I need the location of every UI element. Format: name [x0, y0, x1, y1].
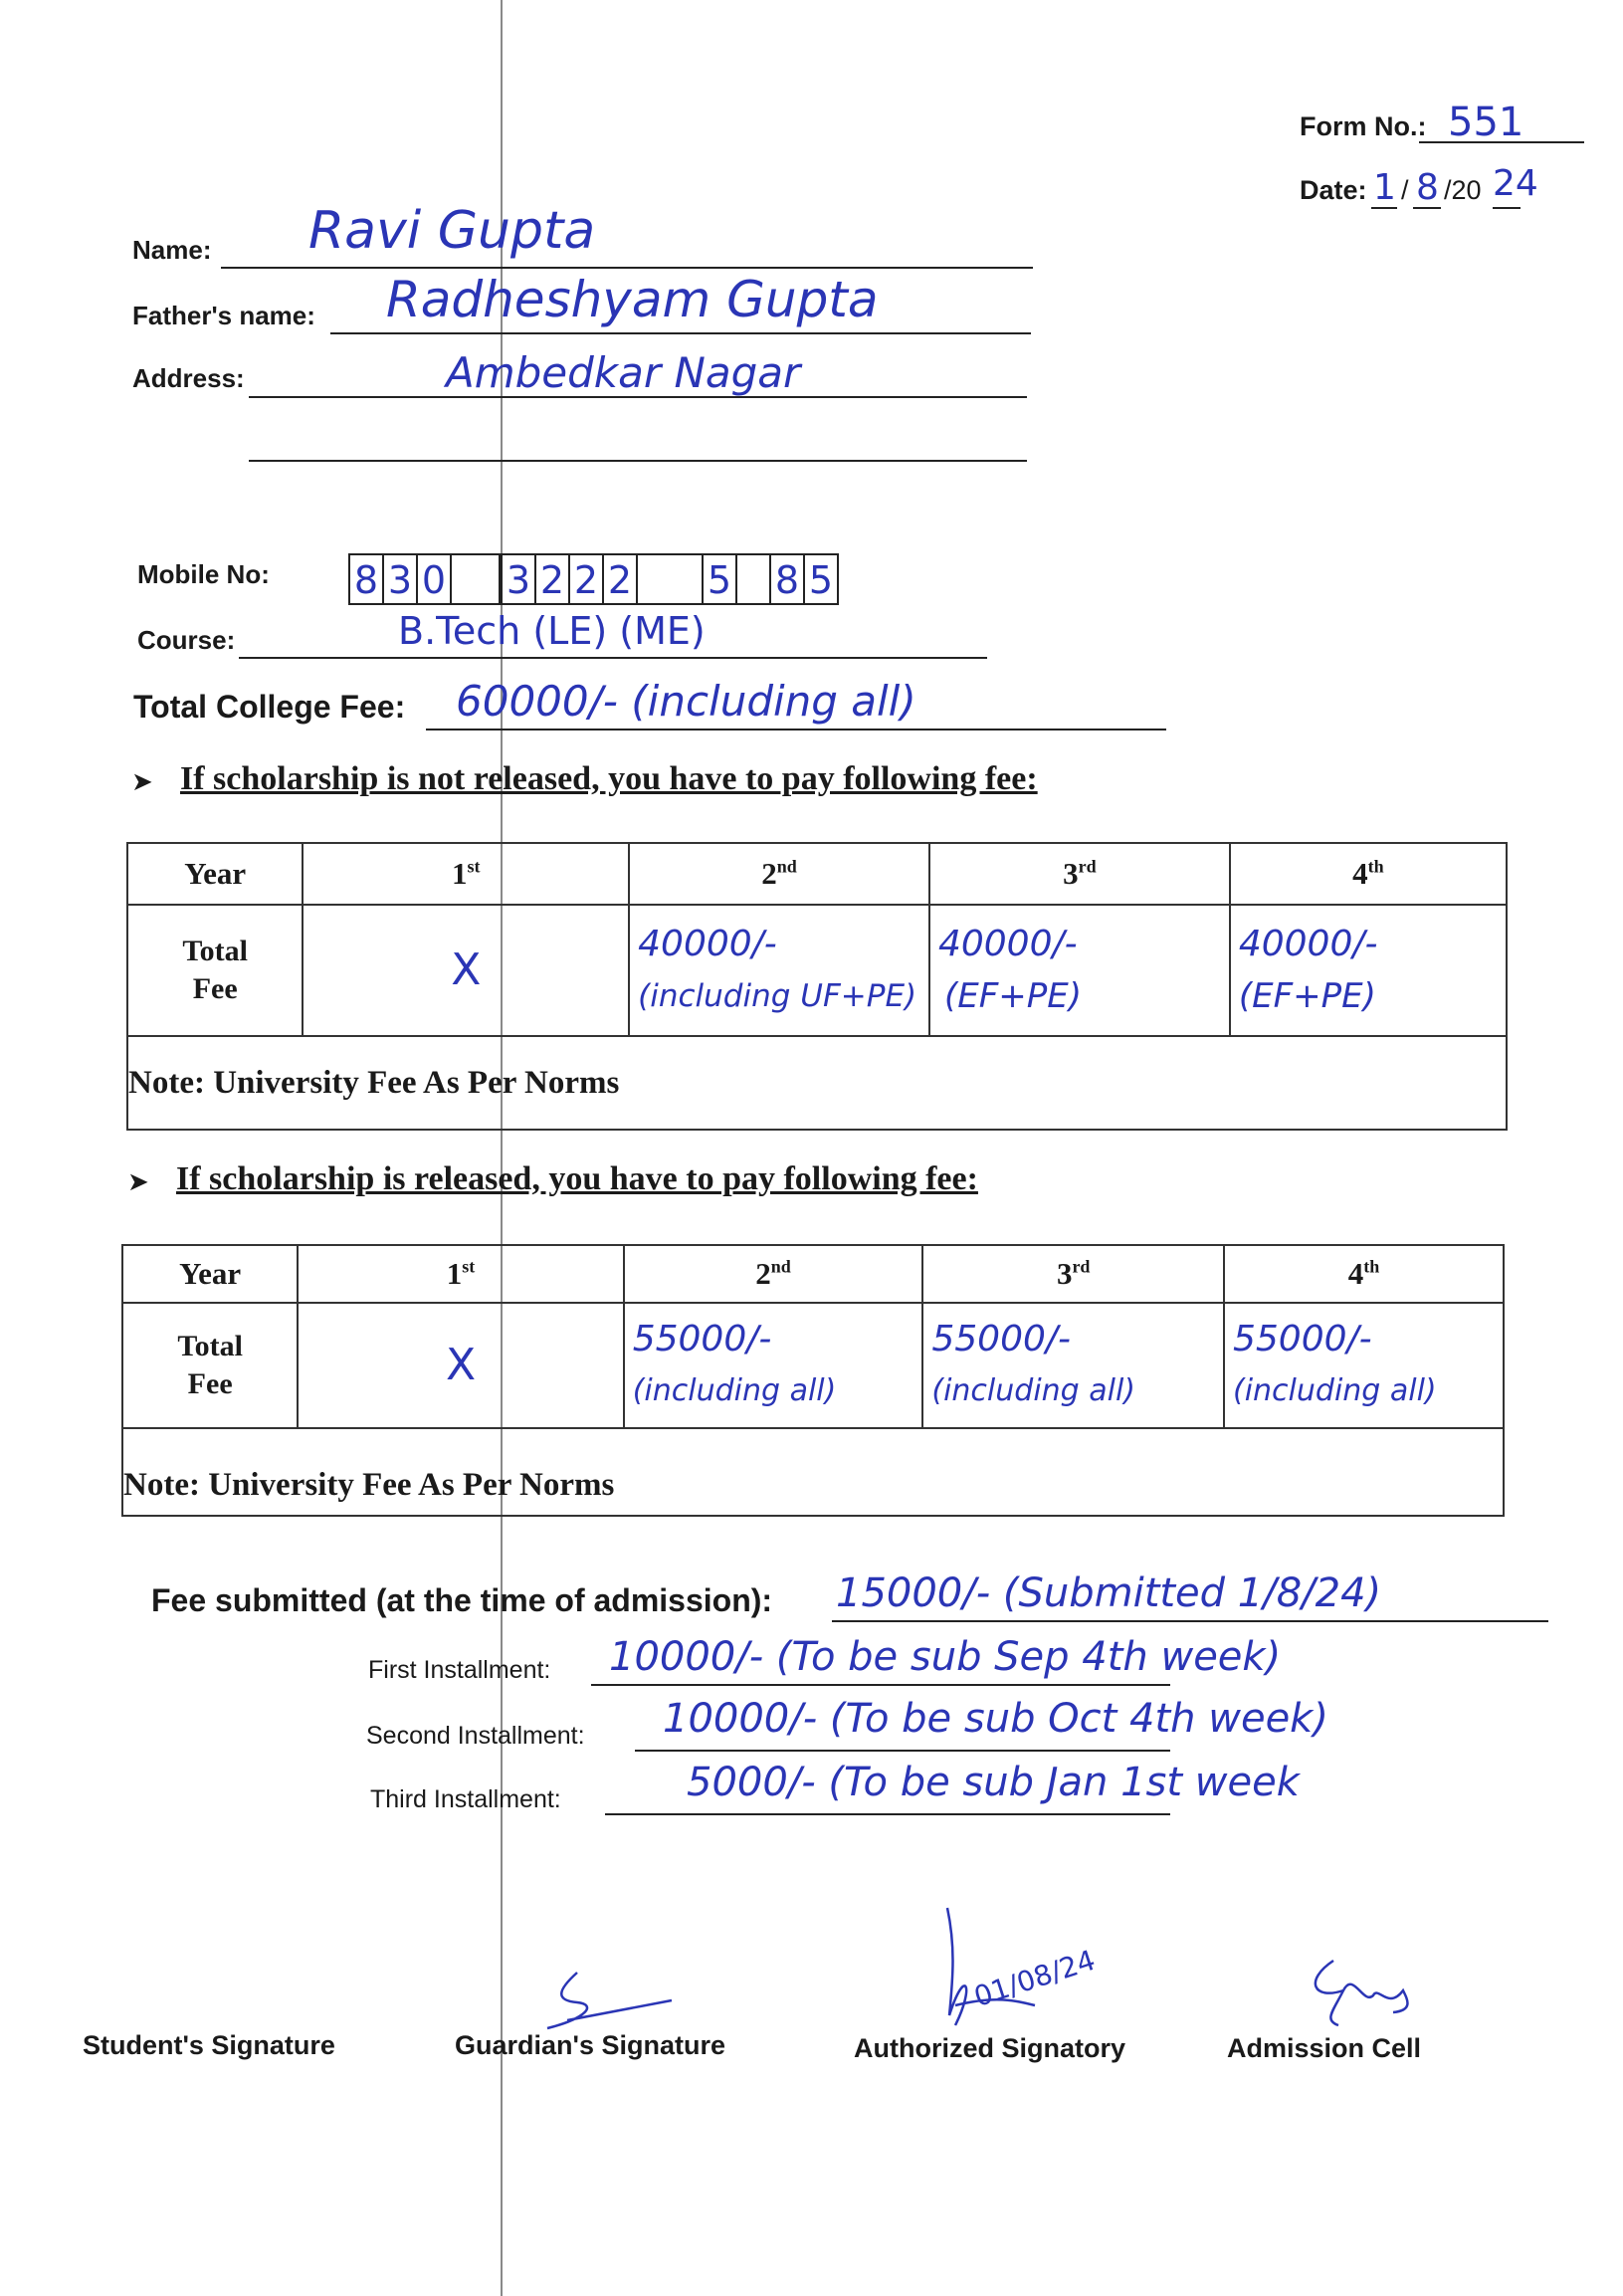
date-sep2: /20 [1444, 175, 1482, 205]
mobile-label: Mobile No: [137, 559, 270, 589]
mobile-digit: 2 [568, 553, 604, 605]
bullet-arrow-icon: ➤ [127, 1166, 149, 1196]
name-label: Name: [132, 235, 212, 265]
authorized-signatory-label: Authorized Signatory [854, 2033, 1126, 2063]
mobile-digit: 2 [602, 553, 638, 605]
total-college-fee-label: Total College Fee: [133, 689, 406, 725]
fee-cell-year-4: 40000/- (EF+PE) [1230, 905, 1507, 1036]
third-installment-label: Third Installment: [370, 1785, 561, 1813]
address-label: Address: [132, 363, 245, 393]
year-1-header: 1st [298, 1245, 623, 1303]
heading-released: If scholarship is released, you have to pay following fee: [176, 1160, 978, 1197]
mobile-digit: 0 [416, 553, 452, 605]
fee-cell-year-2: 40000/- (including UF+PE) [629, 905, 929, 1036]
year-2-header: 2nd [629, 843, 929, 905]
second-installment-label: Second Installment: [366, 1722, 585, 1750]
fee-submitted-label: Fee submitted (at the time of admission): [151, 1582, 773, 1618]
paper-fold-line [501, 0, 503, 2296]
first-installment-label: First Installment: [368, 1656, 551, 1684]
fee-cell-year-1: X [298, 1303, 623, 1428]
mobile-digit: 8 [769, 553, 805, 605]
mobile-digit: 3 [501, 553, 536, 605]
year-header: Year [127, 843, 303, 905]
fee-cell-year-4: 55000/- (including all) [1224, 1303, 1504, 1428]
year-3-header: 3rd [922, 1245, 1224, 1303]
mobile-digit: 5 [702, 553, 737, 605]
student-signature-label: Student's Signature [83, 2030, 335, 2060]
admission-cell-label: Admission Cell [1227, 2033, 1422, 2063]
form-no-label: Form No.: [1300, 111, 1427, 141]
authorized-signature-date: 01/08/24 [969, 1943, 1100, 2013]
university-fee-note: Note: University Fee As Per Norms [127, 1036, 1507, 1130]
admission-signature-scribble [1294, 1951, 1423, 2030]
total-fee-row-label: Total Fee [122, 1303, 298, 1428]
fee-submitted-value: 15000/- (Submitted 1/8/24) [836, 1570, 1382, 1616]
total-college-fee-value: 60000/- (including all) [456, 677, 916, 726]
date-sep1: / [1401, 175, 1409, 205]
bullet-arrow-icon: ➤ [131, 766, 153, 796]
fee-table-released [121, 1244, 1505, 1517]
guardian-signature-label: Guardian's Signature [455, 2030, 725, 2060]
date-label: Date: [1300, 175, 1367, 205]
year-1-header: 1st [303, 843, 629, 905]
address-line-2 [249, 460, 1027, 462]
university-fee-note: Note: University Fee As Per Norms [122, 1428, 1504, 1516]
fee-cell-year-3: 40000/- (EF+PE) [929, 905, 1230, 1036]
year-header: Year [122, 1245, 298, 1303]
date-year: 24 [1493, 163, 1538, 204]
mobile-digit: 8 [348, 553, 384, 605]
name-value: Ravi Gupta [308, 201, 596, 261]
course-label: Course: [137, 625, 236, 655]
form-no-value: 551 [1448, 100, 1524, 145]
course-value: B.Tech (LE) (ME) [398, 609, 706, 653]
year-2-header: 2nd [624, 1245, 923, 1303]
mobile-digit: 5 [803, 553, 839, 605]
year-4-header: 4th [1224, 1245, 1504, 1303]
third-installment-value: 5000/- (To be sub Jan 1st week [687, 1760, 1300, 1805]
date-month: 8 [1416, 167, 1439, 208]
year-4-header: 4th [1230, 843, 1507, 905]
year-3-header: 3rd [929, 843, 1230, 905]
heading-not-released: If scholarship is not released, you have to pay following fee: [180, 760, 1038, 797]
fee-table-not-released [126, 842, 1508, 1131]
mobile-digit: 3 [382, 553, 418, 605]
date-day: 1 [1373, 167, 1396, 208]
father-name-label: Father's name: [132, 301, 315, 330]
fee-cell-year-3: 55000/- (including all) [922, 1303, 1224, 1428]
first-installment-value: 10000/- (To be sub Sep 4th week) [609, 1634, 1282, 1680]
second-installment-value: 10000/- (To be sub Oct 4th week) [663, 1696, 1328, 1742]
mobile-digit: 2 [534, 553, 570, 605]
guardian-signature-scribble [537, 1971, 677, 2030]
fee-cell-year-2: 55000/- (including all) [624, 1303, 923, 1428]
fee-cell-year-1: X [303, 905, 629, 1036]
father-name-value: Radheshyam Gupta [386, 271, 879, 328]
address-value: Ambedkar Nagar [446, 348, 801, 397]
total-fee-row-label: Total Fee [127, 905, 303, 1036]
